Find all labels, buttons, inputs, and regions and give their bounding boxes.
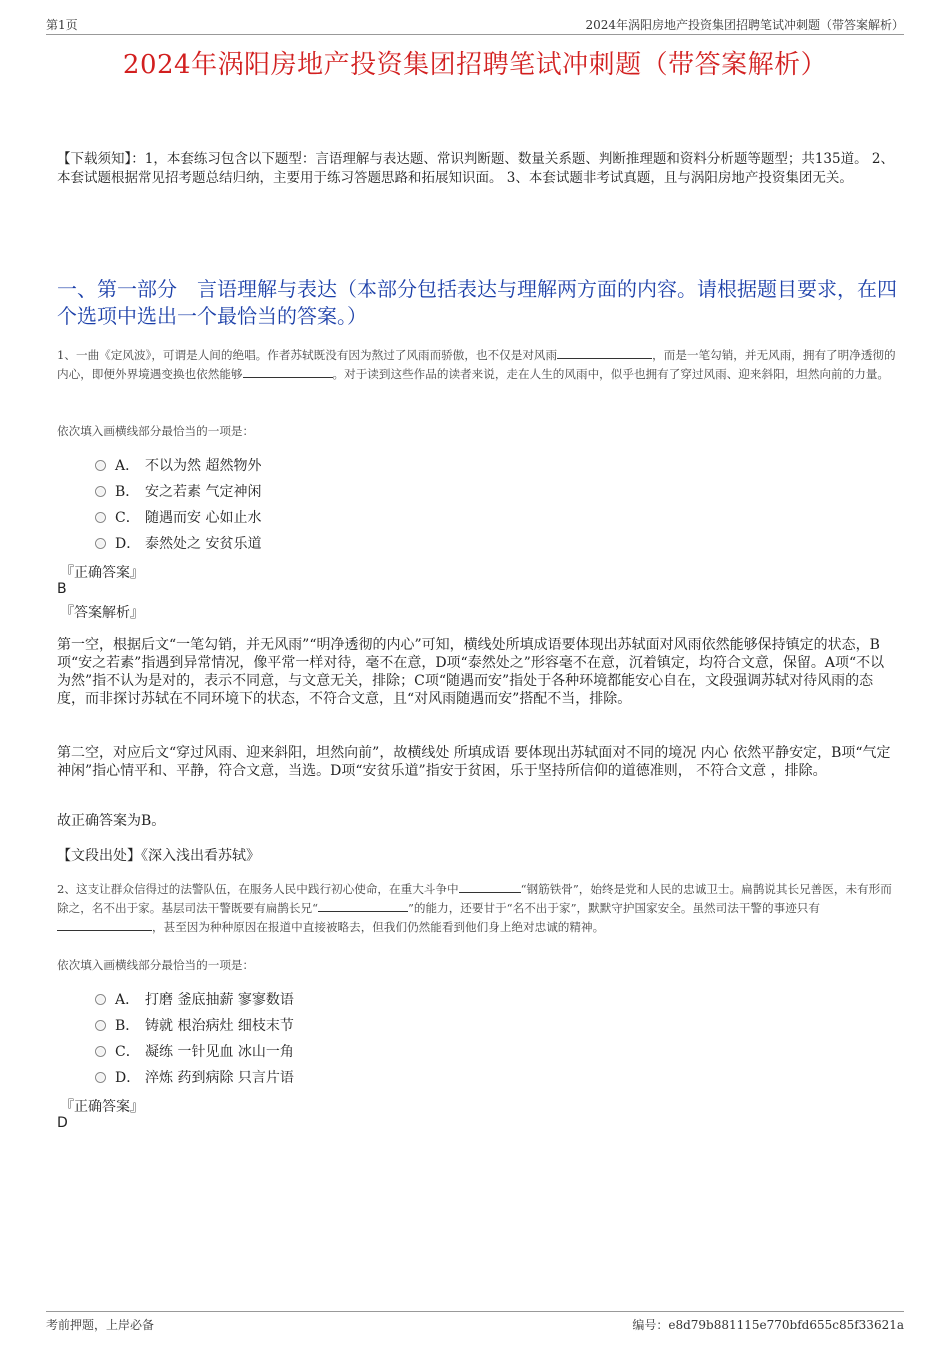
radio-icon[interactable] [95, 1072, 106, 1083]
radio-icon[interactable] [95, 512, 106, 523]
section-heading: 一、第一部分 言语理解与表达（本部分包括表达与理解两方面的内容。请根据题目要求，在四个选项中选出一个最恰当的答案。） [57, 277, 897, 328]
analysis-conclusion: 故正确答案为B。 [57, 813, 166, 829]
blank-line [459, 880, 521, 893]
answer-label: 『正确答案』 [60, 565, 144, 581]
radio-icon[interactable] [95, 1046, 106, 1057]
radio-icon[interactable] [95, 460, 106, 471]
option-b[interactable]: B． 铸就 根治病灶 细枝末节 [95, 1012, 294, 1038]
blank-line [57, 918, 152, 931]
option-a[interactable]: A． 不以为然 超然物外 [95, 452, 261, 478]
option-d[interactable]: D． 淬炼 药到病除 只言片语 [95, 1064, 294, 1090]
option-d[interactable]: D． 泰然处之 安贫乐道 [95, 530, 261, 556]
option-b[interactable]: B． 安之若素 气定神闲 [95, 478, 261, 504]
download-notice: 【下载须知】：1，本套练习包含以下题型：言语理解与表达题、常识判断题、数量关系题、判断推理题和资料分析题等题型；共135道。 2、本套试题根据常见招考题总结归纳，主要用于练习答题思路和拓展知识面。 3、本套试题非考试真题，且与涡阳房地产投资集团无关。 [57, 151, 894, 186]
page-header [46, 14, 904, 35]
option-c[interactable]: C． 凝练 一针见血 冰山一角 [95, 1038, 294, 1064]
answer-value: B [57, 581, 67, 597]
radio-icon[interactable] [95, 994, 106, 1005]
radio-icon[interactable] [95, 1020, 106, 1031]
header-doc-title: 2024年涡阳房地产投资集团招聘笔试冲刺题（带答案解析） [585, 18, 904, 32]
blank-line [318, 899, 408, 912]
question-1-text: 1、一曲《定风波》，可谓是人间的绝唱。作者苏轼既没有因为熬过了风雨而骄傲，也不仅是对风雨 ，而是一笔勾销，并无风雨，拥有了明净透彻的内心，即便外界境遇变换也依然能够 。对于读到这些作品的读者来说，走在人生的风雨中，似乎也拥有了穿过风雨、迎来斜阳，坦然向前的力量。 [57, 348, 896, 381]
analysis-paragraph-2: 第二空，对应后文“穿过风雨、迎来斜阳，坦然向前”，故横线处 所填成语 要体现出苏轼面对不同的境况 内心 依然平静安定，B项“气定神闲”指心情平和、平静，符合文意，当选。D项“安贫乐道”指安于贫困，乐于坚持所信仰的道德准则， 不符合文意 ，排除。 [57, 745, 891, 779]
page-number: 第1页 [46, 18, 78, 32]
question-2-text: 2、这支让群众信得过的法警队伍，在服务人民中践行初心使命，在重大斗争中 “钢筋铁骨”，始终是党和人民的忠诚卫士。扁鹊说其长兄善医，未有形而除之，名不出于家。基层司法干警既要有扁鹊长兄“ ”的能力，还要甘于“名不出于家”，默默守护国家安全。虽然司法干警的事迹只有，甚至因为种种原因在报道中直接被略去，但我们仍然能看到他们身上绝对忠诚的精神。 [57, 882, 892, 934]
analysis-paragraph-1: 第一空，根据后文“一笔勾销，并无风雨”“明净透彻的内心”可知，横线处所填成语要体现出苏轼面对风雨依然能够保持镇定的状态，B项“安之若素”指遇到异常情况，像平常一样对待，毫不在意，D项“泰然处之”形容毫不在意，沉着镇定，均符合文意，保留。A项“不以为然”指不认为是对的，表示不同意，与文意无关，排除；C项“随遇而安”指处于各种环境都能安心自在，文段强调苏轼对待风雨的态度，而非探讨苏轼在不同环境下的状态，不符合文意，且“对风雨随遇而安”搭配不当，排除。 [57, 637, 885, 707]
footer-serial: 编号：e8d79b881115e770bfd655c85f33621a [632, 1318, 904, 1332]
question-1-instruction: 依次填入画横线部分最恰当的一项是： [57, 424, 255, 438]
blank-line [557, 346, 652, 359]
page-footer [46, 1311, 904, 1332]
blank-line [243, 365, 333, 378]
radio-icon[interactable] [95, 486, 106, 497]
answer-label: 『正确答案』 [60, 1099, 144, 1115]
radio-icon[interactable] [95, 538, 106, 549]
option-c[interactable]: C． 随遇而安 心如止水 [95, 504, 261, 530]
page-title: 2024年涡阳房地产投资集团招聘笔试冲刺题（带答案解析） [122, 50, 828, 80]
question-2-instruction: 依次填入画横线部分最恰当的一项是： [57, 958, 255, 972]
question-1-options [95, 452, 261, 556]
source-note: 【文段出处】《深入浅出看苏轼》 [57, 848, 260, 864]
footer-slogan: 考前押题，上岸必备 [46, 1318, 155, 1332]
option-a[interactable]: A． 打磨 釜底抽薪 寥寥数语 [95, 986, 294, 1012]
analysis-label: 『答案解析』 [60, 605, 144, 621]
question-2-options [95, 986, 294, 1090]
answer-value: D [57, 1115, 68, 1131]
